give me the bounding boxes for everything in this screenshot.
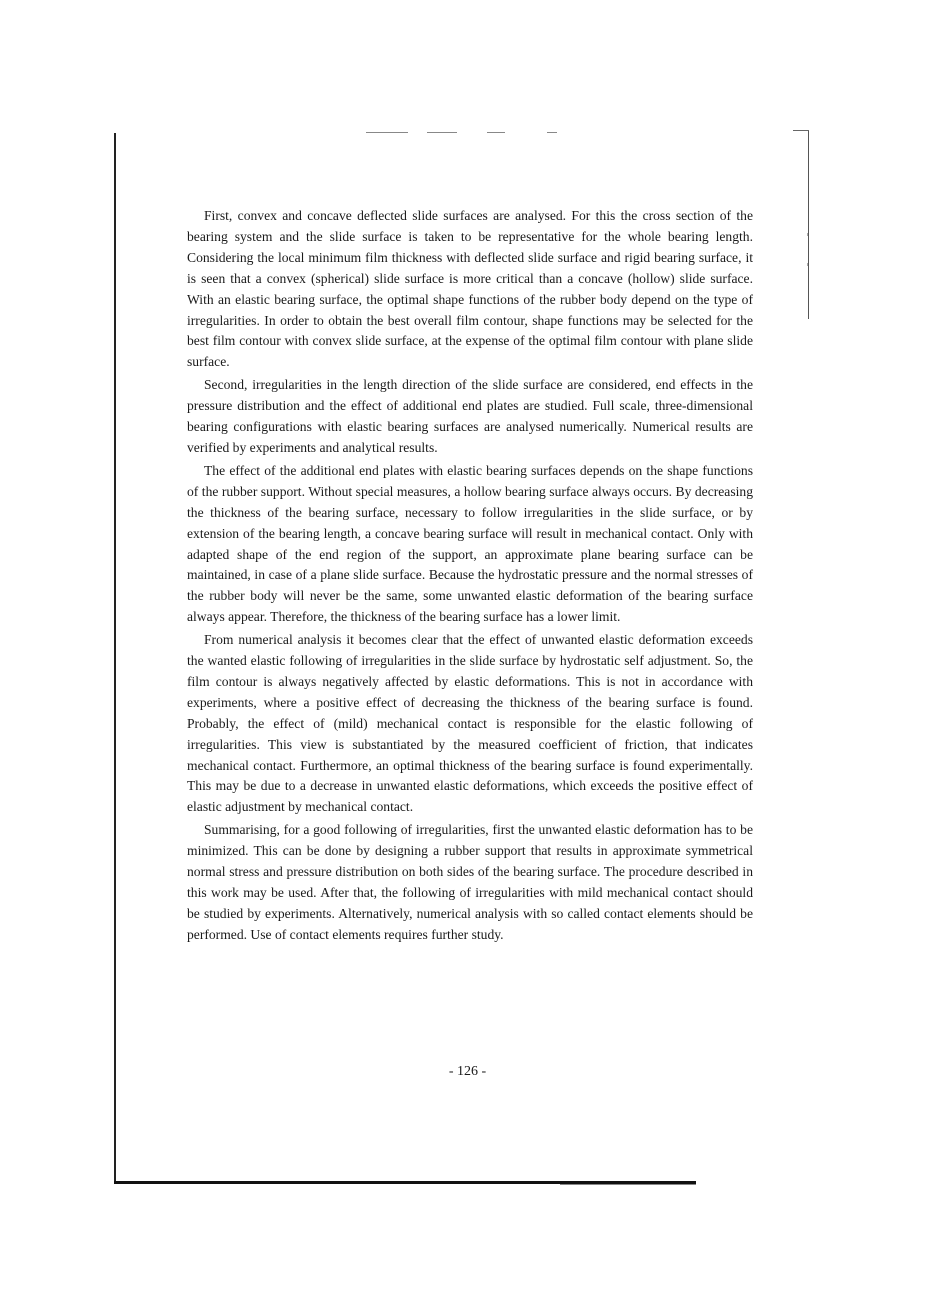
page-number: - 126 -	[448, 1064, 487, 1079]
paragraph-end-plates: The effect of the additional end plates with elastic bearing surfaces depends on the shape functions of the rubber support. Without special measures, a hollow bearing surface always occurs. By decreasing the thickness of the bearing surface, necessary to follow irregularities in the slide surface, or by extension of the bearing length, a concave bearing surface will result in mechanical contact. Only with adapted shape of the end region of the support, an approximate plane bearing surface can be maintained, in case of a plane slide surface. Because the hydrostatic pressure and the normal stresses of the rubber body will never be the same, some unwanted elastic deformation of the bearing surface always appear. Therefore, the thickness of the bearing surface has a lower limit.	[187, 462, 753, 625]
scan-top-dash	[547, 132, 557, 133]
scan-right-mark	[808, 131, 809, 319]
paragraph-numerical-analysis: From numerical analysis it becomes clear that the effect of unwanted elastic deformation exceeds the wanted elastic following of irregularities in the slide surface by hydrostatic self adjustment. So, the film contour is always negatively affected by elastic deformations. This is not in accordance with experiments, where a positive effect of decreasing the thickness of the bearing surface is found. Probably, the effect of (mild) mechanical contact is responsible for the elastic following of irregularities. This view is substantiated by the measured coefficient of friction, that indicates mechanical contact. Furthermore, an optimal thickness of the bearing surface is found experimentally. This may be due to a decrease in unwanted elastic deformations, which exceeds the positive effect of elastic adjustment by mechanical contact.	[187, 632, 753, 815]
scan-right-mark-top	[793, 130, 809, 131]
scan-top-dash	[427, 132, 457, 133]
scan-right-dot	[807, 233, 808, 236]
paragraph-length-direction: Second, irregularities in the length direction of the slide surface are considered, end effects in the pressure distribution and the effect of additional end plates are studied. Full scale, three-dimensional bearing configurations with elastic bearing surfaces are analysed numerically. Numerical results are verified by experiments and analytical results.	[187, 377, 753, 455]
body-text	[187, 206, 753, 948]
scan-bottom-border-tail	[560, 1184, 696, 1185]
scan-top-dash	[487, 132, 505, 133]
paragraph-summarising: Summarising, for a good following of irregularities, first the unwanted elastic deformation has to be minimized. This can be done by designing a rubber support that results in approximate symmetrical normal stress and pressure distribution on both sides of the bearing surface. The procedure described in this work may be used. After that, the following of irregularities with mild mechanical contact should be studied by experiments. Alternatively, numerical analysis with so called contact elements should be performed. Use of contact elements requires further study.	[187, 822, 753, 942]
scan-right-dot	[807, 263, 808, 266]
scan-top-dash	[366, 132, 408, 133]
scan-left-border	[114, 133, 116, 1183]
paragraph-convex-concave: First, convex and concave deflected slide surfaces are analysed. For this the cross section of the bearing system and the slide surface is taken to be representative for the whole bearing length. Considering the local minimum film thickness with deflected slide surface and rigid bearing surface, it is seen that a convex (spherical) slide surface is more critical than a concave (hollow) slide surface. With an elastic bearing surface, the optimal shape functions of the rubber body depend on the type of irregularities. In order to obtain the best overall film contour, shape functions may be selected for the best film contour with convex slide surface, at the expense of the optimal film contour with plane slide surface.	[187, 208, 753, 370]
